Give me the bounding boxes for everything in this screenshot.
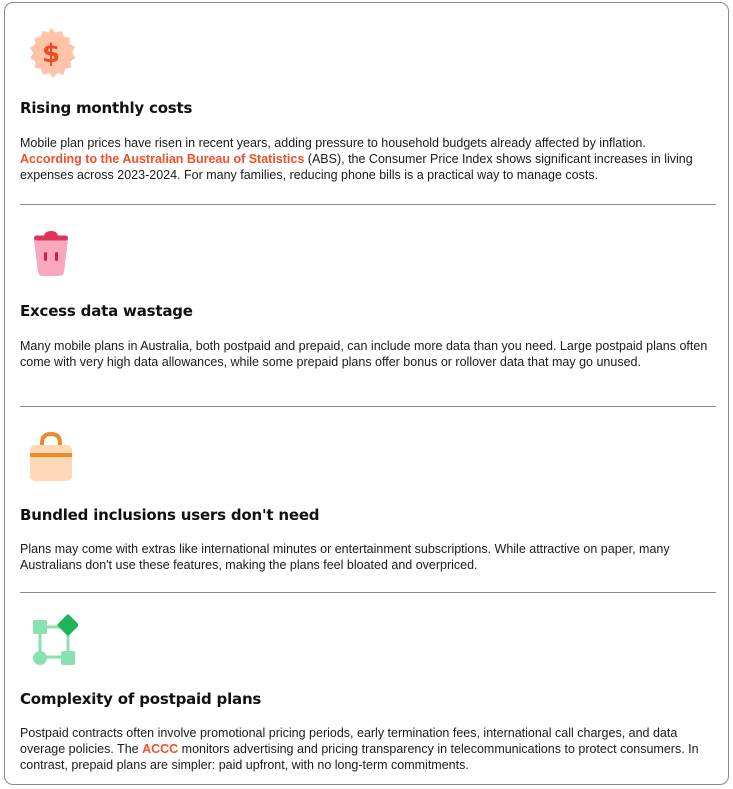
trash-bin-icon [24,228,78,282]
section-body: Many mobile plans in Australia, both postpaid and prepaid, can include more data than you need. Large postpaid plans often come with very high data allowances, while some prepaid plans offer bonus or rollover data that may go unused. [20,339,708,369]
section-title: Excess data wastage [20,302,193,320]
section-body: Plans may come with extras like international minutes or entertainment subscriptions. While attractive on paper, many Australians don't use these features, making the plans feel bloated and overpriced. [20,542,670,572]
section-title: Rising monthly costs [20,99,193,117]
content-card [4,2,729,785]
dollar-badge-icon [24,26,78,80]
section-title: Bundled inclusions users don't need [20,506,320,524]
section-postpaid-complexity [20,593,715,783]
section-title: Complexity of postpaid plans [20,690,262,708]
accc-link[interactable]: ACCC [142,742,179,756]
flowchart-icon [24,613,78,667]
section-body: Postpaid contracts often involve promotional pricing periods, early termination fees, international call charges, and data overage policies. The ACCC monitors advertising and pricing transparency in telecommunications to protect consumers. In contrast, prepaid plans are simpler: paid upfront, with no long-term commitments. [20,726,699,772]
svg-text:$: $ [41,39,61,69]
section-body: Mobile plan prices have risen in recent years, adding pressure to household budgets already affected by inflation. According to the Australian Bureau of Statistics (ABS), the Consumer Price Index shows significant increases in living expenses across 2023-2024. For many families, reducing phone bills is a practical way to manage costs. [20,136,693,182]
section-rising-costs [20,3,715,203]
abs-link[interactable]: According to the Australian Bureau of Statistics [20,152,305,166]
section-bundled-inclusions [20,407,715,592]
section-data-wastage [20,205,715,408]
shopping-bag-icon [24,429,78,483]
